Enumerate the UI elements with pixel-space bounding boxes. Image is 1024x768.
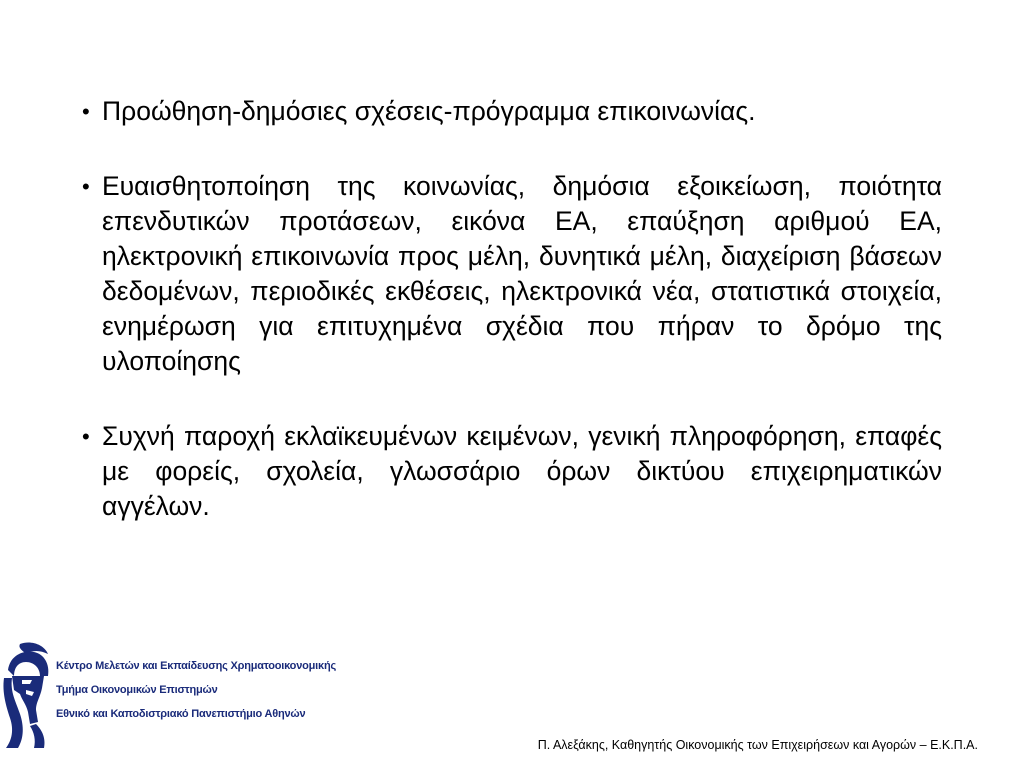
institution-name (56, 654, 336, 726)
bullet-text: Προώθηση-δημόσιες σχέσεις-πρόγραμμα επικοινωνίας. (102, 96, 756, 126)
slide-footer: Π. Αλεξάκης, Καθηγητής Οικονομικής των Επιχειρήσεων και Αγορών – Ε.Κ.Π.Α. (537, 738, 978, 752)
bullet-list (80, 94, 942, 524)
bullet-marker: • (82, 174, 90, 199)
athena-helmet-icon (0, 640, 52, 750)
institution-line-center: Κέντρο Μελετών και Εκπαίδευσης Χρηματοοικονομικής (56, 660, 337, 672)
institution-line-university: Εθνικό και Καποδιστριακό Πανεπιστήμιο Αθηνών (56, 708, 306, 720)
bullet-item-awareness (80, 169, 942, 379)
bullet-marker: • (82, 99, 90, 124)
institution-logo (0, 636, 337, 756)
bullet-item-publications (80, 419, 942, 524)
bullet-text: Συχνή παροχή εκλαϊκευμένων κειμένων, γενική πληροφόρηση, επαφές με φορείς, σχολεία, γλωσσάριο όρων δικτύου επιχειρηματικών αγγέλων. (102, 421, 942, 521)
bullet-marker: • (82, 424, 90, 449)
bullet-text: Ευαισθητοποίηση της κοινωνίας, δημόσια εξοικείωση, ποιότητα επενδυτικών προτάσεων, εικόνα ΕΑ, επαύξηση αριθμού ΕΑ, ηλεκτρονική επικοινωνία προς μέλη, δυνητικά μέλη, διαχείριση βάσεων δεδομένων, περιοδικές εκθέσεις, ηλεκτρονικά νέα, στατιστικά στοιχεία, ενημέρωση για επιτυχημένα σχέδια που πήραν το δρόμο της υλοποίησης (102, 171, 942, 376)
institution-line-department: Τμήμα Οικονομικών Επιστημών (56, 684, 218, 696)
bullet-item-promotion (80, 94, 942, 129)
